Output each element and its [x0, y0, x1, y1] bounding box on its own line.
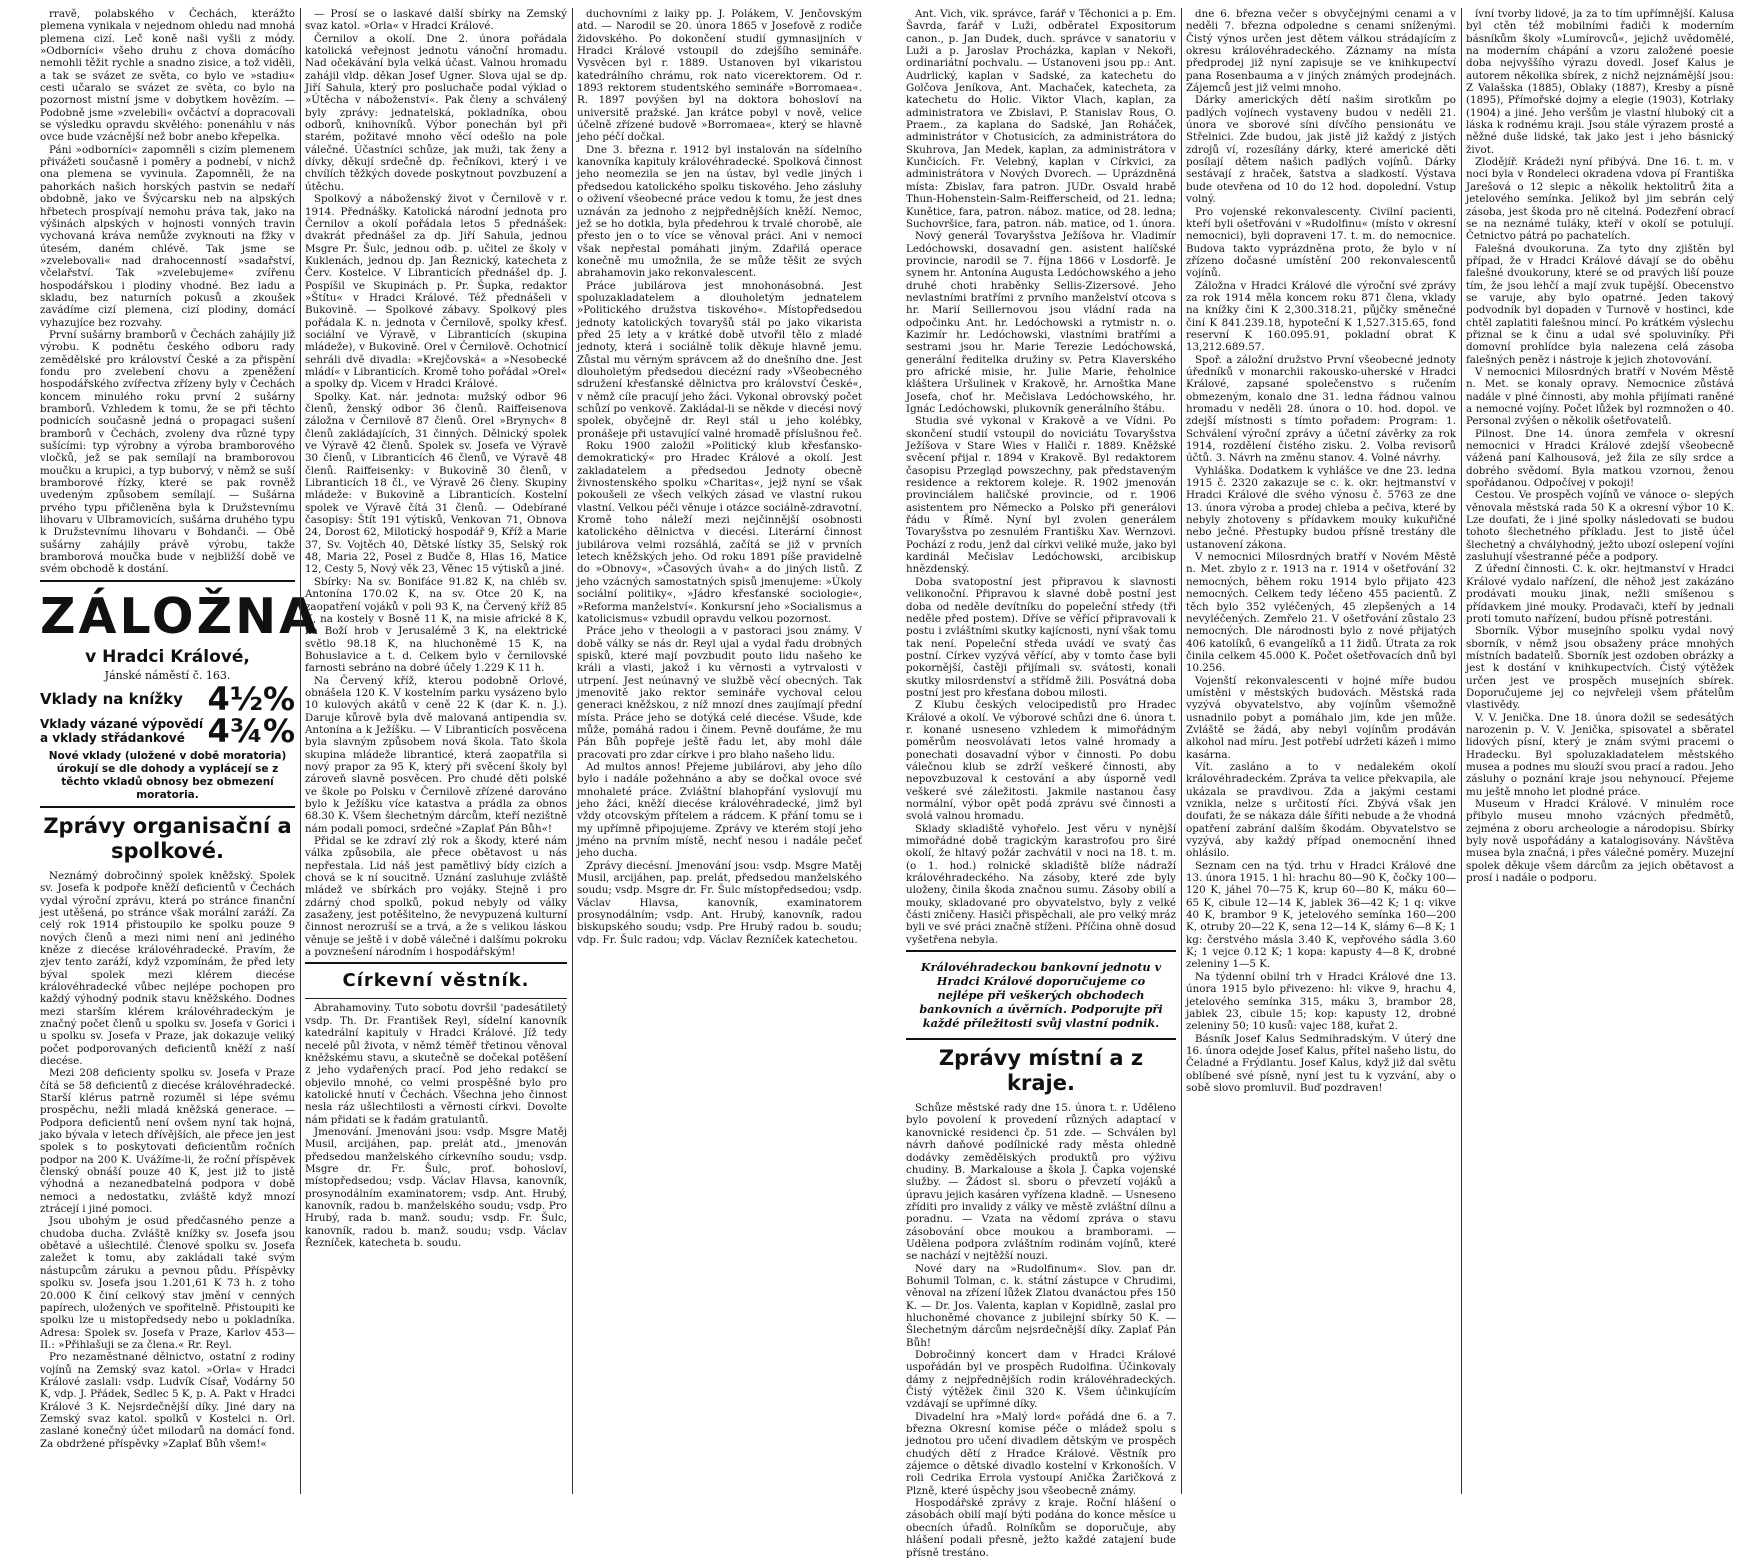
ad-address: Jánské náměstí č. 163. [104, 668, 231, 682]
paragraph: Doba svatopostní jest připravou k slavnosti velikonoční. Připravou k slavné době postní jest doba od neděle devítníku do popeleční středy (tři neděle před postem). Dříve se věřící připravovali k postu i zvláštními skutky kajícnosti, nyní však tomu tak není. Popeleční středa uvádí ve svatý čas postní. Církev vyzývá věřící, aby v tomto čase byli pokornější, častěji přijímali sv. svátosti, konali skutky milosrdenství a střídmě žili. Posvátná doba postní jest pro křesťana dobou milosti. [906, 575, 1176, 699]
paragraph: Nové dary na »Rudolfinum«. Slov. pan dr. Bohumil Tolman, c. k. státní zástupce v Chrudimi, věnoval na zřízení lůžek Zlatou dvanáctou přes 150 K. — Dr. Jos. Valenta, kaplan v Kopidlně, zaslal pro hluchoněmé chovance z jubilejní sbírky 50 K. — Šlechetným dárcům nejsrdečnější díky. Zaplať Pán Bůh! [906, 1262, 1176, 1349]
paragraph: Z Klubu českých velocipedistů pro Hradec Králové a okolí. Ve výborové schůzi dne 6. února t. r. konané usneseno vzhledem k mimořádným poměrům neosvolávati letos valné hromady a ponechati dosavadní výbor v činnosti. Po dobu válečnou klub se zdrží veškeré činnosti, aby nepovzbuzoval k cestování a aby úsporně vedl veškeré své záležitosti. Jakmile nastanou časy normální, výbor opět podá zprávu své činnosti a svolá valnou hromadu. [906, 699, 1176, 823]
paragraph: Spoř. a záložní družstvo První všeobecné jednoty úředníků v monarchii rakousko-uherské v Hradci Králové, zapsané společenstvo s ručením obmezeným, konalo dne 31. ledna řádnou valnou hromadu v neděli 28. února o 10. hod. dopol. ve zdejší místnosti s tímto pořadem: Program: 1. Schválení výroční zprávy a účetní závěrky za rok 1914, rozdělení čistého zisku. 2. Volba revisorů účtů. 3. Návrh na změnu stanov. 4. Volné návrhy. [1186, 353, 1456, 465]
ad-title: ZÁLOŽNA [40, 587, 321, 645]
paragraph: Pro nezaměstnané dělnictvo, ostatní z rodiny vojínů na Zemský svaz katol. »Orla« v Hradci Králové zaslali: vsdp. Ludvík Císař, Vodárny 50 K, vdp. J. Přádek, Sedlec 5 K, p. A. Pakt v Hradci Králové 3 K. Nejsrdečnější díky. Jiné dary na Zemský svaz katol. spolků v Kostelci n. Orl. zaslané konečný účet milodarů na domácí fond. Za obdržené příspěvky »Zaplať Bůh všem!« [40, 1351, 295, 1450]
section-divider [305, 962, 567, 964]
ad-rate-row-1 [40, 679, 295, 718]
paragraph: rravě, polabského v Čechách, kterážto plemena vynikala v nejednom ohledu nad mnohá plemena cizí. Leč koně naši vyšli z módy. »Odborníci« všeho druhu z chova domácího nemohli těžit rychle a snadno zisice, a tož viděli, a tak se svázet ze světa, co bylo ve »stadiu« cesti učaralo se svázet ze světa, co bylo na pozornost mistní jsme v dobytkem hovězím. — Podobně jsme »zvelebili« ovčáctví a dopracovali se výsledku opravdu skvělého: ponenáhlu v nás ovce bude vzácnější než bobr anebo křepelka. [40, 8, 295, 144]
right-newspaper-page [906, 0, 1740, 1559]
section-divider [40, 580, 295, 582]
ad-subtitle: v Hradci Králové, [85, 646, 250, 667]
paragraph: Schůze městské rady dne 15. února t. r. Uděleno bylo povolení k provedení různých adaptací v kanovnické residenci čp. 51 zde. — Schválen byl návrh daňové podílnické rady města ohledně dodávky zemědělských produktů pro výživu chudiny. B. Markalouse a škola J. Čapka vojenské služby. — Žádost sl. sboru o převzetí vojáků a úpravu jejich kasáren vyřízena kladně. — Usneseno zříditi pro invalidy z války ve městě zvláštní dílnu a poradnu. — Vzata na vědomí zpráva o stavu zásobování obce moukou a bramborami. — Udělena podpora zvláštním rodinám vojínů, které se nachází v nejtěžší nouzi. [906, 1102, 1176, 1263]
paragraph: ívní tvorby lidové, ja za to tím upřímnější. Kalusa byl ctěn též mobilními řadiči k moderním básníkům školy »Lumírovců«, jejichž uvědomělé, na moderním chápání a vzoru založené poesie doba nejvyššího výrazu dovedl. Josef Kalus je autorem několika sbírek, z nichž nejznámější jsou: Z Valašska (1885), Oblaky (1887), Kresby a písně (1895), Přímořské dojmy a elegie (1903), Kotrlaky (1904) a jiné. Jeho veršům je vlastní hluboký cit a láska k rodnému kraji. Jsou stále výrazem prosté a něžné duše lidské, tak jako jest i jeho básnický život. [1466, 8, 1734, 156]
section-heading-church: Církevní věstník. [342, 970, 530, 992]
paragraph: Falešná dvoukoruna. Za tyto dny zjištěn byl případ, že v Hradci Králové dávají se do oběhu falešné dvoukoruny, které se od pravých liší pouze tím, že jsou lehčí a mají zvuk tupější. Obecenstvo se varuje, aby bylo opatrné. Jeden takový podvodník byl dopaden v Turnově v hostinci, kde chtěl zaplatiti falešnou mincí. Po krátkém výslechu přiznal se k činu a udal své spoluviníky. Při domovní prohlídce byla nalezena celá zásoba falešných peněz i nástroje k jejich zhotovování. [1466, 242, 1734, 366]
paragraph: Sbírky: Na sv. Bonifáce 91.82 K, na chléb sv. Antonína 170.02 K, na sv. Otce 20 K, na zaopatření vojáků v poli 93 K, na Červený kříž 85 K, na kostely v Bosně 11 K, na misie africké 8 K, na Boží hrob v Jerusalémě 3 K, na elektrické světlo 98.18 K, na hluchoněmé 15 K, na Bohuslavice a t. d. Celkem bylo v černilovské farnosti sebráno na dobré účely 1.229 K 11 h. [305, 575, 567, 675]
paragraph: Studia své vykonal v Krakově a ve Vídni. Po skončení studií vstoupil do noviciátu Tovaryšstva Ježíšova v Stare Wies v Haliči r. 1889. Kněžské svěcení přijal r. 1894 v Krakově. Byl redaktorem časopisu Przegląd powszechny, pak představeným residence a rektorem koleje. R. 1902 jmenován provinciálem haličské provincie, od r. 1906 asistentem pro Německo a Polsko při generálovi řádu v Římě. Nyní byl zvolen generálem Tovaryšstva po zesnulém Františku Xav. Wernzovi. Pochází z rodu, jenž dal církvi veliké muže, jako byl kardinál Mečislav Ledóchowski, arcibiskup hnězdenský. [906, 415, 1176, 576]
paragraph: Neznámý dobročinný spolek kněžský. Spolek sv. Josefa k podpoře kněží deficientů v Čechách vydal výroční zprávu, která po stránce finanční jest utěšená, po stránce však morální zaráží. Za celý rok 1914 přistoupilo ke spolku pouze 9 nových členů a mezi nimi není ani jediného kněze z diecése královéhradecké. Pravím, že zjev tento zaráží, když vzpomínám, že před lety býval spolek mezi klérem diecése královéhradecké vůbec nejlépe pochopen pro každý výhodný podnik stavu kněžského. Dodnes mezi starším klérem královéhradeckým je značný počet členů u spolku sv. Josefa v Gorici i u spolku sv. Josefa v Praze, jak dokazuje veliký počet podporovaných deficientů kněží z naší diecése. [40, 869, 295, 1067]
section-heading-local-news: Zprávy místní a z kraje. [938, 1046, 1144, 1096]
paragraph: Na týdenní obilní trh v Hradci Králové dne 13. února 1915 bylo přivezeno: hl: vikve 9, hrachu 4, jetelového semínka 315, máku 3, brambor 28, jablek 23, cibule 15; kop: kapusty 12, drobné zeleniny 50; 10 kusů: vajec 188, kuřat 2. [1186, 970, 1456, 1033]
paragraph: Práce jeho v theologii a v pastoraci jsou známy. V době války se nás dr. Reyl ujal a vydal řadu drobných spisků, které mají povzbudit pouto lidu našeho ke králi a vlasti, jakož i ku věrnosti a vytrvalosti v utrpení. Jest neúnavný ve službě věcí obecných. Tak jmenovitě jako rektor semináře vychoval celou generaci kněžskou, z níž mnozí dnes zaujímají přední místa. Práce jeho se dotýká celé diecése. Všude, kde může, pomáhá radou i činem. Pevně doufáme, že mu Pán Bůh popřeje ještě řadu let, aby mohl dále pracovati pro zdar církve i pro blaho našeho lidu. [577, 625, 862, 761]
paragraph: — Prosí se o laskavé další sbírky na Zemský svaz katol. »Orla« v Hradci Králové. [305, 8, 567, 33]
paragraph: Z úřední činnosti. C. k. okr. hejtmanství v Hradci Králové vydalo nařízení, dle něhož jest zakázáno prodávati mouku jinak, nežli smíšenou s přídavkem jiné mouky. Prodavači, kteří by jednali proti tomuto nařízení, budou přísně potrestáni. [1466, 563, 1734, 625]
paragraph: Sborník. Výbor musejního spolku vydal nový sborník, v němž jsou obsaženy práce mnohých místních badatelů. Sborník jest ozdoben obrázky a jest k dostání v knihkupectvích. Čistý výtěžek určen jest ve prospěch musejních sbírek. Doporučujeme jej co nejvřeleji všem přátelům vlastivědy. [1466, 625, 1734, 712]
paragraph: Museum v Hradci Králové. V minulém roce přibylo museu mnoho vzácných předmětů, zejména z oboru archeologie a národopisu. Sbírky byly nově uspořádány a katalogisovány. Návštěva musea byla značná, i přes válečné poměry. Muzejní spolek děkuje všem dárcům za jejich obětavost a prosí i nadále o podporu. [1466, 798, 1734, 885]
ad-rate-row-2 [40, 711, 295, 750]
paragraph: Vít. zasláno a to v nedalekém okolí královéhradeckém. Zpráva ta velice překvapila, ale ukázala se pravdivou. Zda a jakými cestami vznikla, nelze s určitostí říci. Zbývá však jen doufati, že se nákaza dále šířiti nebude a že vhodná opatření zabrání dalším škodám. Obyvatelstvo se vyzývá, aby každý případ onemocnění ihned ohlásilo. [1186, 760, 1456, 860]
ad-rate-label: Vklady vázané výpovědí a vklady střádankové [40, 716, 204, 745]
paragraph: Vojenští rekonvalescenti v hojné míře budou umístěni v městských budovách. Městská rada vyzývá obyvatelstvo, aby vojínům všemožně usnadnilo pobyt a pomáhalo jim, kde jen může. Zvláště se žádá, aby nebyl vojínům prodáván alkohol nad míru. Jest potřebí udržeti kázeň i mimo kasárna. [1186, 674, 1456, 761]
right-column-1 [906, 8, 1176, 1559]
left-column-1 [40, 8, 321, 1496]
section-divider [906, 1038, 1176, 1040]
paragraph: dne 6. března večer s obvyčejnými cenami a v neděli 7. března odpoledne s cenami sníženými. Čistý výnos určen jest dětem válkou strádajícím z okresu královéhradeckého. Záznamy na místa předprodej již nyní zapisuje se ve knihkupectví pana Rosenbauma a v jiných známých prodejnách. Zájemců jest již velmi mnoho. [1186, 8, 1456, 95]
paragraph: Mezi 208 deficienty spolku sv. Josefa v Praze čítá se 58 deficientů z diecése královéhradecké. Starší klérus patrně rozuměl si lépe svému prospěchu, nežli mladá kněžská generace. — Podpora deficientů není ovšem nyní tak hojná, jako bývala v letech dřívějších, ale přece jen jest spolek s to poskytovati deficientům ročních podpor na 200 K. Uvážíme-li, že roční příspěvek členský obnáší pouze 40 K, jest již to jistě výhodná a nezanedbatelná podpora v době nemoci a nedostatku, zvláště když mnozí ztrácejí i jiné pomoci. [40, 1067, 295, 1216]
paragraph: Pilnost. Dne 14. února zemřela v okresní nemocnici v Hradci Králové zdejší všeobecně vážená paní Kalhousová, jež žila ze síly srdce a dobrého svědomí. Byla matkou vzornou, ženou spořádanou. Odpočívej v pokoji! [1466, 427, 1734, 490]
column-rule [1181, 8, 1182, 1494]
paragraph: Páni »odborníci« zapomněli s cizím plemenem přivážeti současně i poměry a podnebí, v nichž ona plemena se vyvinula. Zapomněli, že na pahorkách našich horských pastvin se nedaří obdobně, jako ve Švýcarsku neb na alpských hřbetech prospívají nemohu práva tak, jako na výšinách alpských v hojnosti vonných travin vychovaná kráva nemůže zvyknouti na fžky v útesém, daném chlévě. Tak jsme se »zvelebovali« nad drahocenností »sadařství, včelařství. Tak »zvelebujeme« zvířenu hospodářskou i plodiny vhodné. Bez ladu a skladu, bez naturních pokusů a zkoušek zavádíme cizí plemena, cizí plodiny, domácí vyhazujíce bez rozvahy. [40, 143, 295, 329]
paragraph: V nemocnici Milosrdných bratří v Novém Městě n. Met. zbylo z r. 1913 na r. 1914 v ošetřování 32 nemocných, během roku 1914 bylo přijato 423 nemocných. Celkem tedy léčeno 455 pacientů. Z těch bylo 352 vyléčených, 45 zlepšených a 14 nevyléčených. Zemřelo 21. V ošetřování zůstalo 23 nemocných. Dle národnosti bylo z nové přijatých 406 katolíků, 6 evangelíků a 11 židů. Útrata za rok činila celkem 45.000 K. Počet ošetřovacích dnů byl 10.256. [1186, 551, 1456, 675]
zalozna-advertisement [40, 587, 321, 802]
paragraph: Záložna v Hradci Králové dle výroční své zprávy za rok 1914 měla koncem roku 871 člena, vklady na knížky čini K 2,300.318.21, půjčky směnečné činí K 841.239.18, hypoteční K 1,527.315.65, fond reservní K 160.095.91, pokladní obrat K 13,212.689.57. [1186, 279, 1456, 354]
column-rule [300, 8, 301, 1494]
column-rule [1461, 8, 1462, 1494]
left-column-3 [577, 8, 862, 1496]
paragraph: V nemocnici Milosrdných bratří v Novém Městě n. Met. se konaly opravy. Nemocnice zůstává nadále v plné činnosti, aby mohla přijímati raněné a nemocné vojíny. Počet lůžek byl rozmnožen o 40. Personal zvýšen o několik ošetřovatelů. [1466, 365, 1734, 428]
paragraph: Hospodářské zprávy z kraje. Roční hlášení o zásobách obilí mají býti podána do konce měsíce u obecních úřadů. Rolníkům se doporučuje, aby hlášení podali přesně, ježto každé zatajení bude přísně trestáno. [906, 1497, 1176, 1559]
ad-rate-value: 4½% [207, 679, 295, 718]
paragraph: Spolky. Kat. nár. jednota: mužský odbor 96 členů, ženský odbor 36 členů. Raiffeisenova záložna v Černilově 87 členů. Orel »Brynych« 8 členů zakládajících, 31 činných. Dělnický spolek ve Výravě 42 členů. Spolek sv. Josefa ve Výravě 30 členů, v Libranticích 46 členů, ve Výravě 48 členů. Raiffeisenky: v Bukovině 30 členů, v Libranticích 18 čl., ve Výravě 26 členy. Skupiny mládeže: v Bukovině a Libranticích. Kostelní spolek ve Výravě čítá 31 členů. — Odebírané časopisy: Štít 191 výtisků, Venkovan 71, Obnova 24, Dorost 62, Milotický hospodář 9, Kříž a Marie 37, Sv. Vojtěch 40, Dětské lístky 35, Selský rok 48, Maria 22, Posel z Budče 8, Hlas 16, Matice 12, Cesty 5, Nový věk 23, Věnec 15 výtisků a jiné. [305, 390, 567, 576]
section-heading-organisation: Zprávy organisační a spolkové. [43, 813, 292, 863]
paragraph: Na Červený kříž, kterou podobně Orlové, obnášela 120 K. V kostelním parku vysázeno bylo 10 kulových akátů v ceně 22 K (dar K. n. J.). Daruje kůrově byla dvě malovaná antipendia sv. Antonína a k Ježíšku. — V Libranticích posvěcena byla slavným způsobem nová škola. Tato škola skupina mládeže libranticé, která zaopatřila si nový prapor za 95 K, který při svěcení školy byl zároveň slavně posvěcen. Pro chudé děti polské ve škole po Polsku v Černilově zřízené darováno bylo k Ježíšku více katastva a prádla za obnos 68.30 K. Všem šlechetným dárcům, kteří nezištně nám podali pomoci, srdečné »Zaplať Pán Bůh«! [305, 674, 567, 835]
paragraph: V. V. Jenička. Dne 18. února dožil se sedesátých narozenin p. V. V. Jenička, spisovatel a sběratel lidových písní, který je znám svými pracemi o Hradecku. Byl spoluzakladatelem městského musea a podnes mu slouží svou prací a radou. Jeho zásluhy o poznání kraje jsou nehynoucí. Přejeme mu ještě mnoho let plodné práce. [1466, 711, 1734, 798]
paragraph: Přidal se ke zdraví zlý rok a škody, které nám válka způsobila, ale přece obětavost u nás nepřestala. Lid náš jest pamětlivý bídy cizích a chová se k ní soucitně. Uznání zasluhuje zvláště mládež ve sbírkách pro vojáky. Stejně i pro zdárný chod spolků, pokud nebyly od války zasaženy, jest potěšitelno, že nevypuzená kulturní činnost nerozruší se a trvá, a že s velikou láskou věnuje se ještě i v době válečné i dalšímu pokroku a povznešení národním i hospodářským! [305, 835, 567, 959]
intro-article [40, 8, 295, 576]
paragraph: Abrahamoviny. Tuto sobotu dovršil 'padesátiletý vsdp. Th. Dr. František Reyl, sídelní kanovník katedrální kapituly v Hradci Králové. Jíž tedy necelé půl života, v němž téměř třetinou věnoval kněžskému stavu, a skutečně se dočekal potěšení z jeho vydařených prací. Pod jeho redakcí se objevilo mnohé, co velmi prospěšné bylo pro katolické hnutí v Čechách. Všechna jeho činnost nesla ráz ušlechtilosti a věrnosti církvi. Dovolte nám přidati se k řadám gratulantů. [305, 1002, 567, 1126]
paragraph: Práce jubilárova jest mnohonásobná. Jest spoluzakladatelem a dlouholetým jednatelem »Politického družstva tiskového«. Místopředsedou jednoty katolických tovaryšů stál po jako vikarista před 25 lety a v krátké době utvořil tělo z mladé jednoty, která i sociálně tolik děkuje hlavně jemu. Zůstal mu věrným správcem až do dnešního dne. Jest dlouholetým předsedou diecézní rady »Všeobecného sdružení křesťanské dělnictva pro království České«, v němž cíle pracují jeho žáci. Vykonal obrovský počet schůzí po venkově. Zakládal-li se někde v diecési nový spolek, obyčejně dr. Reyl stál u jeho kolébky, pronášeje při ustavující valné hromadě příslušnou řeč. [577, 279, 862, 440]
right-column-2 [1186, 8, 1456, 1496]
paragraph: Seznam cen na týd. trhu v Hradci Králové dne 13. února 1915. 1 hl: hrachu 80—90 K, čočky 100—120 K, jáhel 70—75 K, krup 60—80 K, máku 60—65 K, cibule 12—14 K, jablek 36—42 K; 1 q: vikve 40 K, brambor 9 K, jetelového semínka 160—200 K, otruby 20—22 K, sena 12—14 K, slámy 6—8 K; 1 kg: čerstvého másla 3.40 K, vepřového sádla 3.60 K; 1 vejce 0.12 K; 1 kopa: kapusty 4—8 K, drobné zeleniny 1—5 K. [1186, 859, 1456, 971]
paragraph: Nový generál Tovaryšstva Ježíšova hr. Vladimír Ledóchowski, dosavadní gen. asistent halíčské provincie, narodil se 7. října 1866 v Losdorfě. Je synem hr. Antonína Augusta Ledóchowského a jeho druhé choti hraběnky Sellis-Zizersové. Jeho nevlastními bratřími z prvního manželství otcova s hr. Marií Seillernovou jsou vládní rada na odpočinku Ant. hr. Ledóchowski a rytmistr n. o. Kazimír hr. Ledóchowski, vlastními bratřími a sestrami jsou hr. Marie Terezie Ledóchowská, generální ředitelka družiny sv. Petra Klaverského pro africké misie, hr. Julie Marie, řeholnice kláštera Uršulinek v Krakově, hr. Arnoštka Mane Josefa, choť hr. Mečislava Ledóchowského, hr. Ignác Ledóchowski, plukovník generálního štábu. [906, 230, 1176, 415]
section-divider [40, 806, 295, 808]
section-divider [906, 950, 1176, 952]
paragraph: Spolkový a náboženský život v Černilově v r. 1914. Přednášky. Katolická národní jednota pro Černilov a okolí pořádala letos 5 přednášek: dvakrát přednášel za dp. Jiří Sahula, jednou Msgre Pr. Šulc, jednou odb. p. učitel ze školy v Kuklenách, jednou dp. Jan Řeznický, katecheta z Červ. Kostelce. V Libranticích přednášel dp. J. Pospíšil ve Skupinách p. Pr. Šupka, redaktor »Štítu« v Hradci Králové. Též přednášeli v Bukovině. — Spolkové zábavy. Spolkový ples pořádala K. n. jednota v Černilově, spolky křesť. sociální ve Výravě, v Libranticích (skupina mládeže), v Bukovině. Orel v Černilově. Ochotnicí sehráli dvě divadla: »Krejčovská« a »Nesobecké mládí« v Libranticích. Kromě toho pořádal »Orel« a spolky dp. Vicem v Hradci Králové. [305, 193, 567, 391]
paragraph: Cestou. Ve prospěch vojínů ve vánoce o- slepých věnovala městská rada 50 K a okresní výbor 10 K. Lze doufati, že i jiné spolky následovati se budou tohoto šlechetného příkladu. Jest to jistě účel šlechetný a chvályhodný, ježto ubozí oslepení vojíni zasluhují všestranné péče a podpory. [1466, 489, 1734, 564]
paragraph: Dne 3. března r. 1912 byl instalován na sídelního kanovníka kapituly královéhradecké. Spolková činnost jeho neomezila se jen na ústav, byl vedle jiných i předsedou katolického spolku tiskového. Jeho zásluhy o oživení všeobecné práce vedou k tomu, že jest dnes uznáván za jednoho z nejpřednějších kněží. Nemoc, jež se ho dotkla, byla předehrou k trvalé chorobě, ale přesto jen o to více se věnoval práci. Ani v nemoci však nepřestal pomáhati jiným. Zdařilá operace konečně mu umožnila, že se může těšit ze svých abrahamovin jako rekonvalescent. [577, 143, 862, 280]
paragraph: Černilov a okolí. Dne 2. února pořádala katolická veřejnost jednotu vánoční hromadu. Nad očekávání byla velká účast. Valnou hromadu zahájil vldp. děkan Josef Ugner. Slova ujal se dp. Jiří Sahula, který pro posluchače podal výklad o »Útěcha v náboženství«. Pak členy a schválený byly zprávy: jednatelská, pokladníka, obou odborů, knihovníků. Výbor ponechán byl při starém, požitavé mnoho věcí odešlo na pole válečné. Účastníci schůze, jak muži, tak ženy a dívky, děkují srdečně dp. řečníkovi, který i ve chvílích těžkých dovede poskytnout povzbuzení a útěchu. [305, 32, 567, 193]
bank-recommendation-box: Královéhradeckou bankovní jednotu v Hradci Králové doporučujeme co nejlépe při veškerých obchodech bankovních a úvěrních. Podporujte při každé příležitosti svůj vlastní podnik. [919, 960, 1163, 1031]
paragraph: Divadelní hra »Malý lord« pořádá dne 6. a 7. března Okresní komise péče o mládež spolu s jednotou pro učení divadlem dětským ve prospěch chudých dětí z Hradce Králové. Věstník pro zájemce o dětské divadlo kostelní v Krkonoších. V roli Cedrika Errola vystoupí Anička Žaričková z Plzně, které úspěchy jsou všeobecně známy. [906, 1410, 1176, 1497]
paragraph: duchovními z laiky pp. J. Polákem, V. Jenčovským atd. — Narodil se 20. února 1865 v Josefově z rodiče židovského. Po dokončení studií gymnasijních v Hradci Králové vstoupil do zdejšího semináře. Vysvěcen byl r. 1889. Ustanoven byl vikaristou katedrálního chrámu, rok nato vicerektorem. Od r. 1893 rektorem studentského semináře »Borromaea«. R. 1897 povýšen byl na doktora bohosloví na universitě pražské. Jan krátce pobyl v nově, velice účelně zřízené budově »Borromaea«, který se hlavně jeho péčí dočkal. [577, 8, 862, 144]
paragraph: Jmenování. Jmenováni jsou: vsdp. Msgre Matěj Musil, arcijáhen, pap. prelát atd., jmenován předsedou manželského církevního soudu; vsdp. Msgre dr. Fr. Šulc, prof. bohosloví, místopředsedou; vsdp. Václav Hlavsa, kanovník, prosynodálním examinatorem; vsdp. Ant. Hrubý, kanovník, radou b. manželského soudu; vsdp. Pro Hrubý, rada b. manž. soudu; vsdp. Fr. Šulc, kanovník, radou b. manž. soudu; vsdp. Václav Řezníček, katecheta b. soudu. [305, 1125, 567, 1249]
section-divider [305, 998, 567, 999]
paragraph: Dobročinný koncert dam v Hradci Králové uspořádán byl ve prospěch Rudolfina. Účinkovaly dámy z nejpřednějších rodin královéhradeckých. Čistý výtěžek činil 320 K. Všem účinkujícím vzdávají se upřímné díky. [906, 1349, 1176, 1411]
paragraph: Vyhláška. Dodatkem k vyhlášce ve dne 23. ledna 1915 č. 2320 zakazuje se c. k. okr. hejtmanství v Hradci Králové dle svého výnosu č. 5763 ze dne 13. února výroba a prodej chleba a pečiva, které by nebyly zhotoveny s přídavkem mouky kukuřičné nebo ječné. Přestupky budou přísně trestány dle ustanovení zákona. [1186, 464, 1456, 551]
left-column-2 [305, 8, 567, 1496]
paragraph: Ant. Vich, vik. správce, farář v Těchonici a p. Em. Šavrda, farář v Luži, odběratel Expositorum canon., p. Jan Dudek, duch. správce v sanatoriu v Luži a p. Jaroslav Procházka, kaplan v Nekoři, ordinariátní pochvalu. — Ustanoveni jsou pp.: Ant. Audrlický, kaplan v Sadské, za katechetu do Golčova Jeníkova, Ant. Machaček, katecheta, za katechetu do Holic. Viktor Vlach, kaplan, za administratora ve Zbislavi, P. Stanislav Rous, O. Praem., za kaplana do Sadské, Jan Roháček, administrátor v Chotusicích, za administrátora do Skuhrova, Jan Medek, kaplan, za administrátora v Kunčicích. Fr. Velebný, kaplan v Církvici, za administrátora v Nových Dvorech. — Uprázdněná místa: Zbislav, fara patron. JUDr. Osvald hrabě Thun-Hohenstein-Salm-Reifferscheid, od 21. ledna; Kunětice, fara, patron. náboz. matice, od 28. ledna; Suchovršice, fara, patron. náb. matice, od 1. února. [906, 8, 1176, 230]
paragraph: Roku 1900 založil »Politický klub křesťansko-demokratický« pro Hradec Králové a okolí. Jest zakladatelem a předsedou Jednoty obecně živnostenského spolku »Charitas«, jejž nyní se však pokoušeli ze všech velkých zásad ve vlastní rukou vlastní. Velkou péči věnuje i otázce sociálně-zdravotní. Kromě toho náleží mezi nejčinnější osobnosti katolického dělnictva v diecési. Literární činnost jubilárova velmi rozsáhlá, začítá se již v prvních letech kněžských jeho. Od roku 1891 píše pravidelně do »Obnovy«, »Časových úvah« a do jiných listů. Z jeho vzácných samostatných spisů jmenujeme: »Úkoly sociální politiky«, »Jádro křesťanské sociologie«, »Reforma manželství«. Konkursní jeho »Socialismus a katolicismus« vzbudil opravdu velkou pozornost. [577, 440, 862, 625]
ad-rate-label: Vklady na knížky [40, 689, 183, 708]
paragraph: První sušárny bramborů v Čechách zahájily již výrobu. K podnětu českého odboru rady zemědělské pro království České a za přispění fondu pro zvelebení chovu a zpeněžení hospodářského zvířectva zřízeny byly v Čechách koncem minulého roku první 2 sušárny bramborů. Vzhledem k tomu, že se při těchto podnicích současně jedná o propagaci sušení bramborů v Čechách, zvoleny dva různé typy sušícími: typ výrobny a výroba bramborového vločků, jež se pak semílají na bramborovou moučku a krupici, a typ buborvý, v němž se suší bramborové řízky, které se pak rovněž uvedeným způsobem semílají. — Sušárna prvého typu přičleněna byla k Družstevnímu lihovaru v Ulbramovicích, sušárna druhého typu k Družstevnímu lihovaru v Bohdanči. — Obě sušárny zahájily právě výrobu, takže bramborová moučka bude v nejbližší době ve svém obchodě k dostání. [40, 328, 295, 576]
paragraph: Zlodějíř. Krádeži nyní přibývá. Dne 16. t. m. v noci byla v Rondeleci okradena vdova pí Františka Jarešová o 12 slepic a několik hektolitrů žita a jetelového semínka. Jelikož byl jim sebrán celý zásoba, jest škoda pro ně citelná. Podezření obrací se na neznámé tuláky, kteří v okolí se potulují. Četnictvo pátrá po pachatelích. [1466, 156, 1734, 243]
paragraph: Ad multos annos! Přejeme jubilárovi, aby jeho dílo bylo i nadále požehnáno a aby se dočkal ovoce své mnohaleté práce. Zvláštní blahopřání vyslovují mu jeho žáci, kněží diecése královéhradecké, jimž byl vždy otcovským přítelem a rádcem. K přání tomu se i my upřímně připojujeme. Zprávy ve kterém stojí jeho jméno na prvním místě, nechť nesou i nadále pečeť jeho ducha. [577, 760, 862, 860]
paragraph: Pro vojenské rekonvalescenty. Civilní pacienti, kteří byli ošetřováni v »Rudolfinu« (místo v okresní nemocnici), byli dopraveni 17. t. m. do nemocnice. Budova takto vyprázdněna proto, že bylo v ní zřízeno dočasné umístění 200 rekonvalescentů vojínů. [1186, 205, 1456, 280]
paragraph: Zprávy diecésní. Jmenování jsou: vsdp. Msgre Matěj Musil, arcijáhen, pap. prelát, předsedou manželského soudu; vsdp. Msgre dr. Fr. Šulc místopředsedou; vsdp. Václav Hlavsa, kanovník, examinatorem prosynodálním; vsdp. Ant. Hrubý, kanovník, radou biskupského soudu; vsdp. Pre Hrubý radou b. soudu; vdp. Fr. Šulc radou; vdp. Václav Řezníček katechetou. [577, 859, 862, 946]
column-rule [572, 8, 573, 1494]
left-newspaper-page [0, 0, 868, 1500]
ad-note: Nové vklady (uložené v době moratoria) úrokují se dle dohody a vyplácejí se z těchto vkladů obnosy bez obmezení moratoria. [48, 749, 287, 801]
right-column-3 [1466, 8, 1734, 1496]
paragraph: Sklady skladiště vyhořelo. Jest věru v nynější mimořádné době tragickým karastrofou pro širé okolí, že hltavý požár zachvátil v noci na 18. t. m. (o 1. hod.) rolnické skladiště blíže nádraží královéhradeckého. Na zásoby, které zde byly uloženy, činila škoda značnou sumu. Zásoby obilí a mouky, skladované pro obyvatelstvo, byly z velké části zničeny. Hasiči přispěchali, ale pro velký mráz byli ve své práci značně stíženi. Příčina ohně dosud vyšetřena nebyla. [906, 822, 1176, 946]
ad-rate-value: 4¾% [207, 711, 295, 750]
paragraph: Dárky amerických dětí našim sirotkům po padlých vojínech vystaveny budou v neděli 21. února ve sborové síni dívčího pensionátu ve Střelnici. Zde budou, jak jistě již každý z jistých zdrojů ví, rozesílány dárky, které americké děti posílají dětem našich padlých vojínů. Dárky sestávají z hraček, šatstva a sladkostí. Výstava bude otevřena od 10 do 12 hod. dopolední. Vstup volný. [1186, 94, 1456, 206]
paragraph: Básník Josef Kalus Sedmihradským. V úterý dne 16. února odejde Josef Kalus, přítel našeho listu, do Čeladné a Frýdlantu. Josef Kalus, když již dal světu oblíbené své písně, nyní jest tu k vyzvání, aby o sobě slovo promluvil. Buď pozdraven! [1186, 1032, 1456, 1094]
paragraph: Jsou ubohým je osud předčasného penze a chudoba ducha. Zvláště knížky sv. Josefa jsou obětavé a ušlechtilé. Členové spolku sv. Josefa zaležet k tomu, aby zakládali také svým nástupcům záruku a pevnou půdu. Příspěvky spolku sv. Josefa jsou 1.201,61 K 73 h. z toho 20.000 K činí celkový stav jmění v cenných papírech, uložených ve spořitelně. Přistoupiti ke spolku lze u mistopředsedy nebo u pokladníka. Adresa: Spolek sv. Josefa v Praze, Karlov 453—II.: »Přihlašuji se za člena.« Rr. Reyl. [40, 1215, 295, 1351]
